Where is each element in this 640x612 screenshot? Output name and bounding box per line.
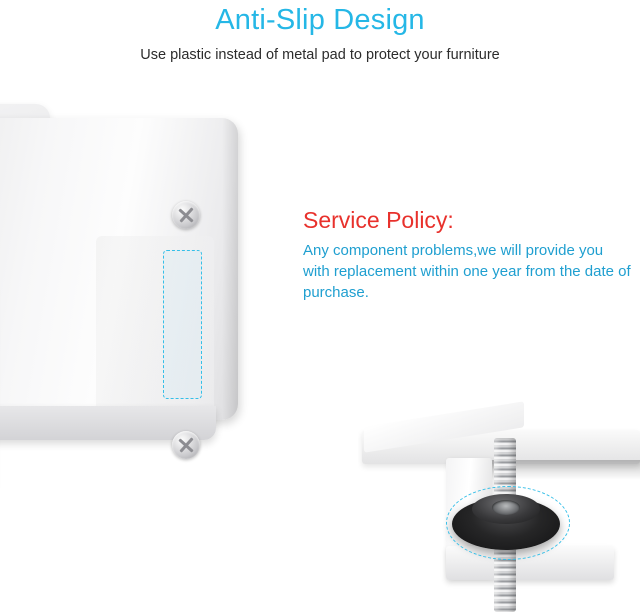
plastic-pad-highlight-callout [163,250,202,399]
page-title: Anti-Slip Design [215,4,425,36]
desk-clamp-knob-photo [358,334,640,612]
phillips-screw-icon [172,201,200,229]
header-banner [0,0,640,78]
monitor-arm-clamp-body-photo [0,118,280,538]
product-image-stage [0,78,640,612]
page-subtitle: Use plastic instead of metal pad to protect your furniture [140,47,500,63]
service-policy-title: Service Policy: [303,207,454,233]
phillips-screw-icon [172,431,200,459]
anti-slip-knob-highlight-callout [446,486,570,560]
service-policy-block [303,206,633,303]
service-policy-text: Any component problems,we will provide you with replacement within one year from the date of purchase. [303,242,631,301]
